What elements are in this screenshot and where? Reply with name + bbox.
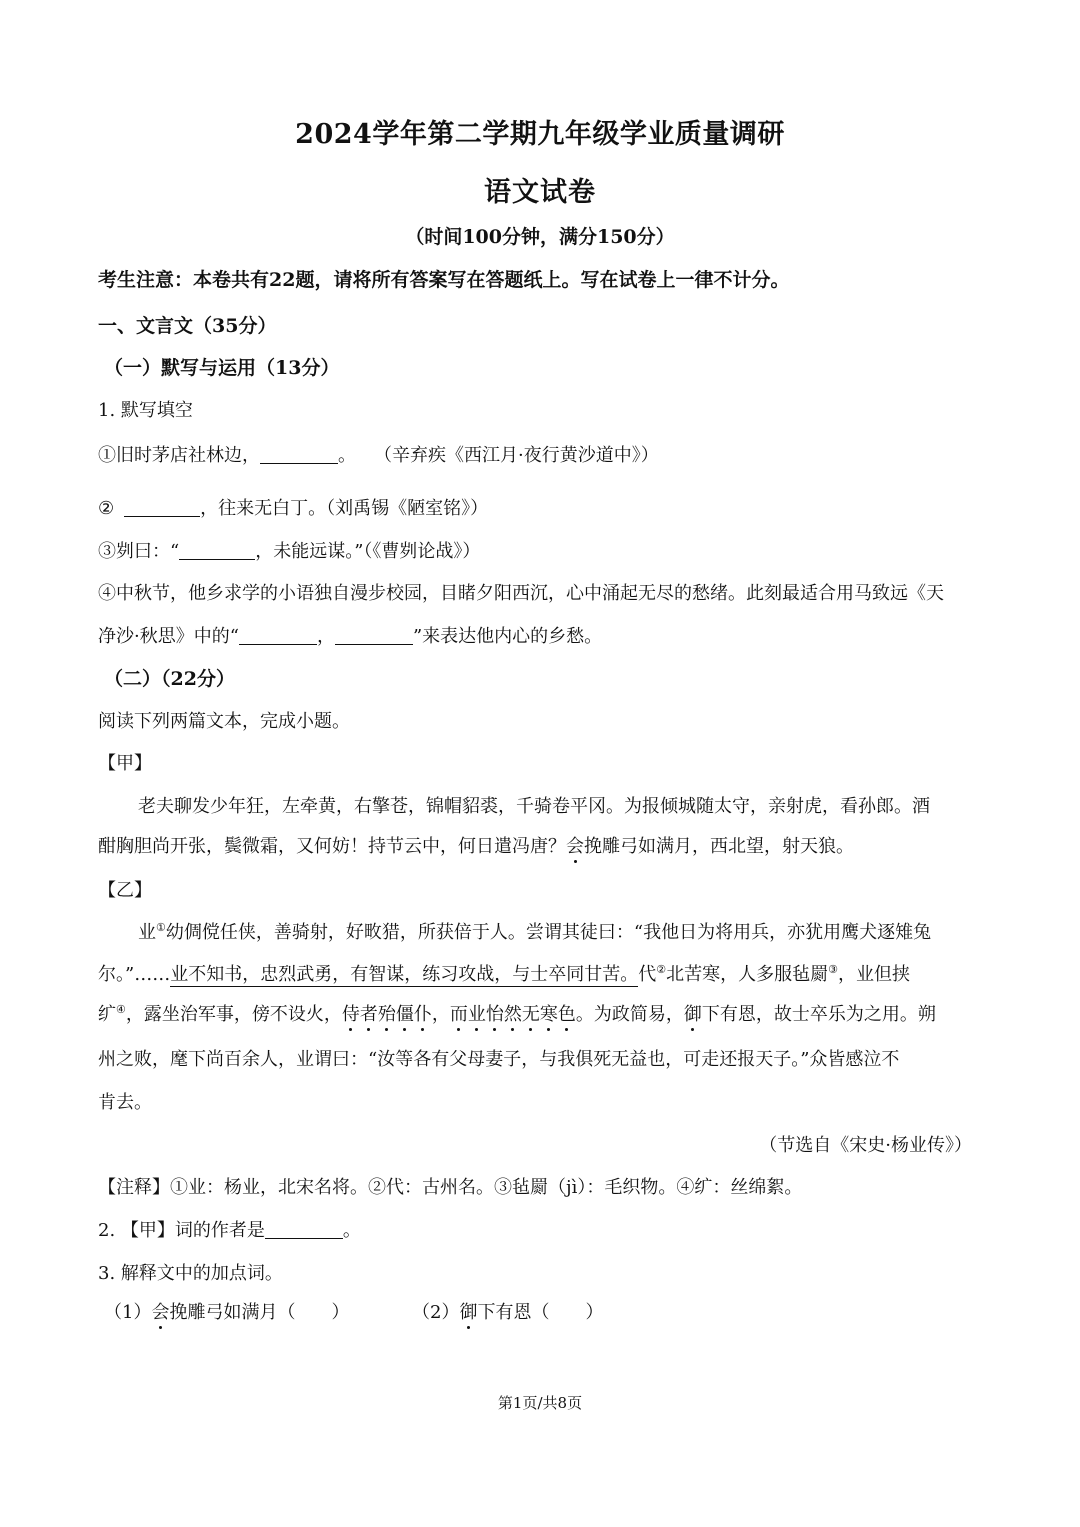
question-2-end: 。 [342, 1220, 361, 1241]
text-yi-line-3 [98, 1000, 936, 1026]
q3-1-num: （1） [104, 1302, 152, 1323]
question-1-label: 1. 默写填空 [98, 400, 193, 421]
dotted-char: 然 [503, 1004, 522, 1025]
dotted-char: 无 [521, 1004, 540, 1025]
subsection-heading-dictation: （一）默写与运用（13分） [104, 357, 340, 379]
footnote-mark: ④ [116, 1003, 126, 1016]
yi-l2-c: 北苦寒，人多服毡罽 [666, 964, 829, 985]
footnote-mark: ② [656, 963, 667, 976]
dotted-char: 侍 [341, 1004, 360, 1025]
jia-line-2-a: 酣胸胆尚开张，鬓微霜，又何妨！持节云中，何日遣冯唐？ [98, 836, 566, 857]
q3-1-text: 挽雕弓如满月（ ） [169, 1302, 350, 1323]
answer-blank [179, 541, 255, 560]
text-jia-line-1: 老夫聊发少年狂，左牵黄，右擎苍，锦帽貂裘，千骑卷平冈。为报倾城随太守，亲射虎，看孙郎。酒 [138, 796, 930, 817]
q3-2-num: （2） [412, 1302, 460, 1323]
item-4-text: 净沙·秋思》中的“ [98, 626, 239, 647]
yi-l3-c: ， [431, 1004, 450, 1025]
item-4-end: ”来表达他内心的乡愁。 [412, 626, 603, 647]
annotations: 【注释】①业：杨业，北宋名将。②代：古州名。③毡罽（jì）：毛织物。④纩：丝绵絮。 [98, 1177, 803, 1198]
text-yi-line-1 [138, 918, 931, 944]
exam-time-note: （时间100分钟，满分150分） [405, 226, 675, 248]
yi-l2-d: ，业但挟 [837, 964, 910, 985]
answer-blank [260, 445, 338, 464]
exam-title: 2024学年第二学期九年级学业质量调研 [295, 119, 785, 150]
yi-l3-d: 。为政简易， [575, 1004, 684, 1025]
dotted-char: 色 [557, 1004, 576, 1025]
dotted-char: 者 [359, 1004, 378, 1025]
yi-l3-a: 纩 [98, 1004, 116, 1025]
answer-blank [124, 498, 200, 517]
text-yi-line-4: 州之败，麾下尚百余人，业谓曰：“汝等各有父母妻子，与我俱死无益也，可走还报天子。”众皆感泣不 [98, 1049, 900, 1070]
dotted-char: 仆 [413, 1004, 432, 1025]
question-3-item-1 [104, 1298, 349, 1324]
item-1-source: （辛弃疾《西江月·夜行黄沙道中》） [374, 445, 659, 466]
item-2-text: ，往来无白丁。（刘禹锡《陋室铭》） [200, 498, 489, 519]
question-1-item-2 [98, 494, 488, 520]
q3-2-text: 下有恩（ ） [477, 1302, 604, 1323]
dotted-phrase-yiran [450, 1004, 576, 1025]
subsection-heading-reading: （二）（22分） [104, 668, 235, 690]
reading-instruction: 阅读下列两篇文本，完成小题。 [98, 711, 350, 732]
dotted-phrase-shizhe [342, 1004, 432, 1025]
item-4-comma: ， [316, 626, 335, 647]
text-yi-source: （节选自《宋史·杨业传》） [759, 1135, 972, 1156]
dotted-char: 僵 [395, 1004, 414, 1025]
text-jia-label: 【甲】 [98, 753, 152, 774]
yi-l2-a: 尔。”…… [98, 964, 171, 985]
yi-l1-a: 业 [138, 922, 156, 943]
question-2-text: 2. 【甲】词的作者是 [98, 1220, 265, 1241]
item-1-text: ①旧时茅店社林边， [98, 445, 260, 466]
dotted-word-hui: 会 [151, 1302, 170, 1323]
candidate-notice: 考生注意：本卷共有22题，请将所有答案写在答题纸上。写在试卷上一律不计分。 [98, 269, 790, 291]
item-1-end: 。 [338, 445, 356, 466]
dotted-word-yu: 御 [459, 1302, 478, 1323]
yi-l1-b: 幼倜傥任侠，善骑射，好畋猎，所获倍于人。尝谓其徒曰：“我他日为将用兵，亦犹用鹰犬逐雉兔 [165, 922, 932, 943]
yi-l2-b: 代 [638, 964, 657, 985]
yi-l3-e: 下有恩，故士卒乐为之用。朔 [701, 1004, 936, 1025]
question-1-item-4-line-2 [98, 622, 602, 648]
footnote-mark: ③ [828, 963, 838, 976]
text-yi-label: 【乙】 [98, 880, 152, 901]
dotted-char: 殆 [377, 1004, 396, 1025]
question-1-item-4-line-1: ④中秋节，他乡求学的小语独自漫步校园，目睹夕阳西沉，心中涌起无尽的愁绪。此刻最适合用马致远《天 [98, 583, 944, 604]
answer-blank [265, 1220, 343, 1239]
answer-blank [239, 626, 317, 645]
question-1-item-3 [98, 537, 480, 563]
underlined-sentence: 业不知书，忠烈武勇，有智谋，练习攻战，与士卒同甘苦。 [170, 964, 639, 985]
question-3-label: 3. 解释文中的加点词。 [98, 1263, 283, 1284]
section-heading-classical: 一、文言文（35分） [98, 315, 277, 337]
item-2-num: ② [98, 498, 115, 519]
text-yi-line-2 [98, 960, 910, 986]
dotted-char: 而 [449, 1004, 468, 1025]
text-jia-line-2 [98, 832, 854, 858]
jia-line-2-b: 挽雕弓如满月，西北望，射天狼。 [584, 836, 854, 857]
yi-l3-b: ，露坐治军事，傍不设火， [125, 1004, 342, 1025]
question-3-item-2 [412, 1298, 603, 1324]
dotted-word-yu: 御 [683, 1004, 702, 1025]
text-yi-line-5: 肯去。 [98, 1092, 152, 1113]
dotted-word-hui: 会 [566, 836, 584, 857]
dotted-char: 寒 [539, 1004, 558, 1025]
dotted-char: 业 [467, 1004, 486, 1025]
page-number: 第1页/共8页 [497, 1394, 583, 1412]
answer-blank [335, 626, 413, 645]
footnote-mark: ① [156, 921, 166, 934]
exam-subject: 语文试卷 [484, 177, 596, 208]
dotted-char: 怡 [485, 1004, 504, 1025]
question-1-item-1 [98, 441, 659, 467]
question-2 [98, 1216, 361, 1242]
item-3-end: ，未能远谋。”（《曹刿论战》） [255, 541, 481, 562]
item-3-text: ③刿曰：“ [98, 541, 180, 562]
